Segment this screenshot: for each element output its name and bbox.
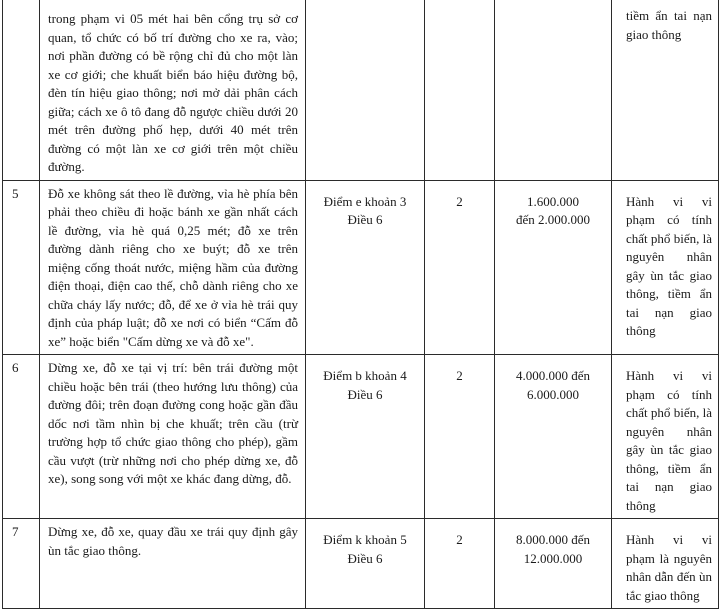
fine-to: đến 2.000.000 <box>515 212 591 227</box>
reason: Hành vi vi phạm có tính chất phổ biến, là nguyên nhân gây ùn tắc giao thông, tiềm ẩn tai nạn giao thông <box>612 180 719 355</box>
table-row <box>3 180 719 355</box>
frequency: 2 <box>425 519 495 609</box>
table-row <box>3 0 719 180</box>
frequency: 2 <box>425 180 495 355</box>
fine-from: 8.000.000 đến <box>515 532 591 547</box>
legal-basis: Điểm e khoản 3 Điều 6 <box>306 180 425 355</box>
legal-basis: Điểm b khoản 4 Điều 6 <box>306 355 425 519</box>
legal-basis: Điểm k khoản 5 Điều 6 <box>306 519 425 609</box>
table-row <box>3 519 719 609</box>
row-number <box>3 0 40 180</box>
row-number: 5 <box>3 180 40 355</box>
fine-from: 4.000.000 đến <box>515 368 591 383</box>
violation-description: Dừng xe, đỗ xe tại vị trí: bên trái đường một chiều hoặc bên trái (theo hướng lưu thông) của đường đôi; trên đoạn đường cong hoặc gần đầu dốc nơi tầm nhìn bị che khuất; trên cầu (trừ trường hợp tổ chức giao thông cho phép), gầm cầu vượt (trừ những nơi cho phép dừng xe, đỗ xe), song song với một xe khác đang dừng, đỗ. <box>40 355 306 519</box>
reason: Hành vi vi phạm có tính chất phổ biến, là nguyên nhân gây ùn tắc giao thông, tiềm ẩn tai nạn giao thông <box>612 355 719 519</box>
fine-to: 12.000.000 <box>523 550 583 566</box>
violations-table <box>2 0 719 609</box>
violation-description: Đỗ xe không sát theo lề đường, vỉa hè phía bên phải theo chiều đi hoặc bánh xe gần nhất cách lề đường, vỉa hè quá 0,25 mét; đỗ xe trên đường dành riêng cho xe buýt; đỗ xe trên miệng cống thoát nước, miệng hầm của đường điện thoại, điện cao thế, chỗ dành riêng cho xe chữa cháy lấy nước; đỗ, để xe ở vỉa hè trái quy định của pháp luật; đỗ xe nơi có biển “Cấm đỗ xe” hoặc biển "Cấm dừng xe và đỗ xe". <box>40 180 306 355</box>
violation-description: trong phạm vi 05 mét hai bên cổng trụ sở cơ quan, tổ chức có bố trí đường cho xe ra, vào; nơi phần đường có bề rộng chỉ đủ cho một làn xe cơ giới; che khuất biển báo hiệu đường bộ, đèn tín hiệu giao thông; nơi mở dải phân cách giữa; cách xe ô tô đang đỗ ngược chiều dưới 20 mét trên đường phố hẹp, dưới 40 mét trên đường có một làn xe cơ giới trên một chiều đường. <box>40 0 306 180</box>
reason: Hành vi vi phạm là nguyên nhân dẫn đến ùn tắc giao thông <box>612 519 719 609</box>
fine-amount <box>495 519 612 609</box>
fine-amount <box>495 180 612 355</box>
frequency: 2 <box>425 355 495 519</box>
row-number: 6 <box>3 355 40 519</box>
fine-from: 1.600.000 <box>527 193 579 209</box>
reason: tiềm ẩn tai nạn giao thông <box>612 0 719 180</box>
fine-amount <box>495 0 612 180</box>
fine-to: 6.000.000 <box>527 386 579 402</box>
violation-description: Dừng xe, đỗ xe, quay đầu xe trái quy định gây ùn tắc giao thông. <box>40 519 306 609</box>
frequency <box>425 0 495 180</box>
legal-basis <box>306 0 425 180</box>
row-number: 7 <box>3 519 40 609</box>
